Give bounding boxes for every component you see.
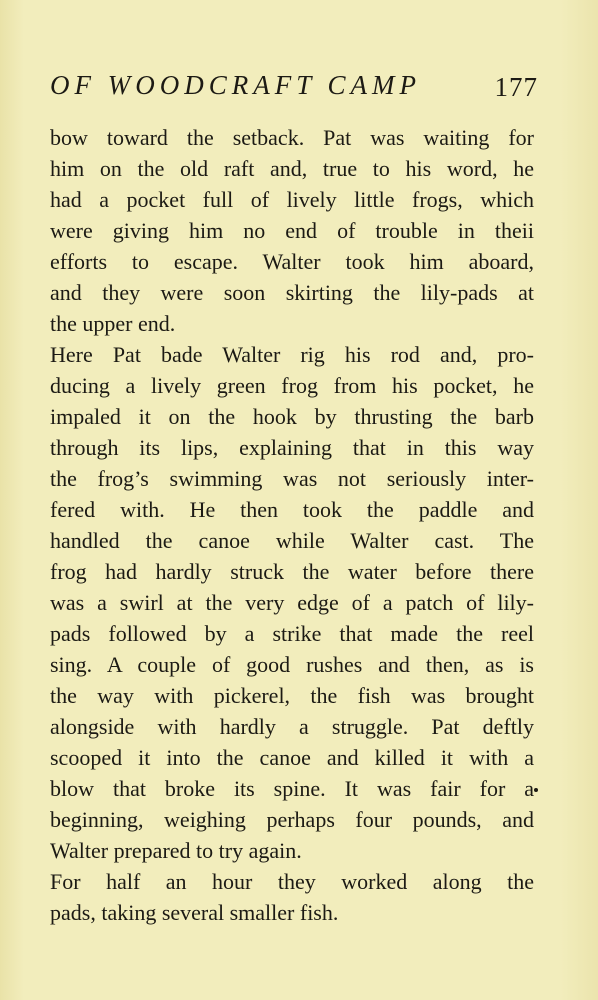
text-line: ducing a lively green frog from his pocket, he	[50, 373, 534, 398]
text-line: For half an hour they worked along the	[50, 869, 534, 894]
text-line: impaled it on the hook by thrusting the barb	[50, 404, 534, 429]
text-line: bow toward the setback. Pat was waiting for	[50, 125, 534, 150]
text-line: through its lips, explaining that in this way	[50, 435, 534, 460]
page-number: 177	[494, 72, 538, 102]
page-header	[50, 70, 538, 110]
text-line: and they were soon skirting the lily-pads at	[50, 280, 534, 305]
text-line: Walter prepared to try again.	[50, 838, 302, 863]
ink-speck	[534, 788, 538, 792]
text-line: had a pocket full of lively little frogs, which	[50, 187, 534, 212]
text-line: blow that broke its spine. It was fair for a	[50, 776, 534, 801]
text-line: frog had hardly struck the water before there	[50, 559, 534, 584]
text-line: beginning, weighing perhaps four pounds, and	[50, 807, 534, 832]
text-line: alongside with hardly a struggle. Pat deftly	[50, 714, 534, 739]
text-line: efforts to escape. Walter took him aboard,	[50, 249, 534, 274]
text-line: scooped it into the canoe and killed it with a	[50, 745, 534, 770]
text-line: him on the old raft and, true to his word, he	[50, 156, 534, 181]
body-text	[50, 122, 534, 928]
text-line: sing. A couple of good rushes and then, as is	[50, 652, 534, 677]
text-line: pads followed by a strike that made the reel	[50, 621, 534, 646]
text-line: were giving him no end of trouble in theii	[50, 218, 534, 243]
running-head: OF WOODCRAFT CAMP	[50, 70, 421, 100]
text-line: the upper end.	[50, 311, 176, 336]
text-line: pads, taking several smaller fish.	[50, 900, 339, 925]
text-line: fered with. He then took the paddle and	[50, 497, 534, 522]
text-line: the way with pickerel, the fish was brought	[50, 683, 534, 708]
text-line: the frog’s swimming was not seriously inter-	[50, 466, 534, 491]
text-line: Here Pat bade Walter rig his rod and, pro-	[50, 342, 534, 367]
text-line: was a swirl at the very edge of a patch of lily-	[50, 590, 534, 615]
text-line: handled the canoe while Walter cast. The	[50, 528, 534, 553]
